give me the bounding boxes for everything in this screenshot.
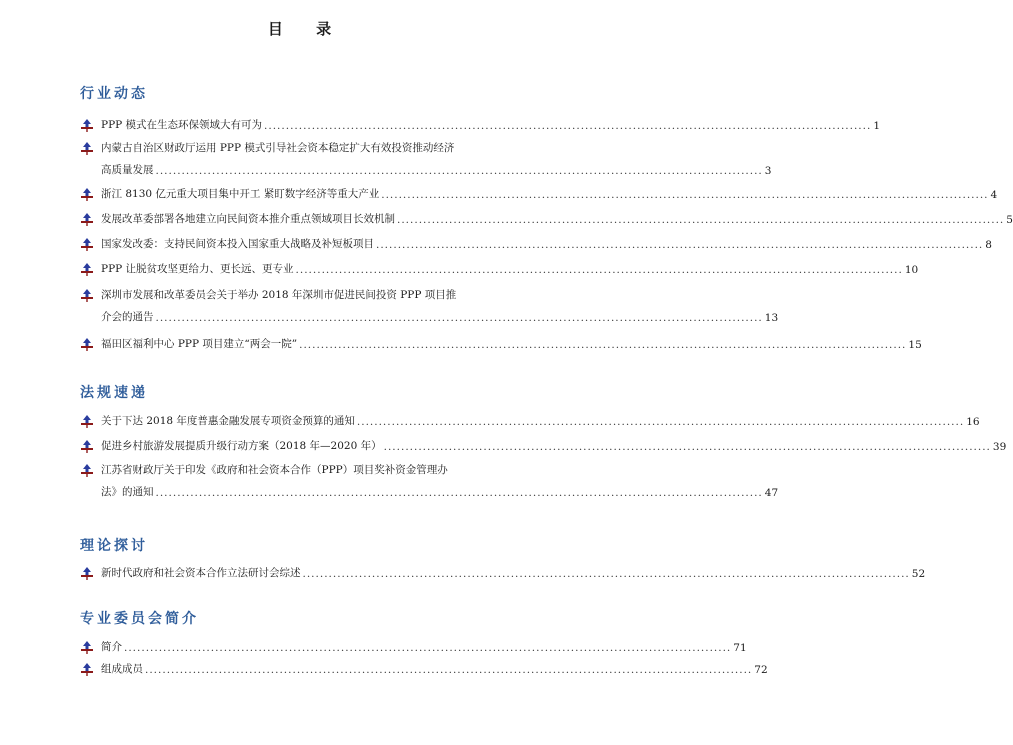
toc-entry-text: 福田区福利中心 PPP 项目建立“两会一院” [101,338,298,350]
page-number: 47 [764,487,779,499]
push-pin-bullet-icon [80,237,94,251]
page-number: 13 [764,312,779,324]
toc-entry-text: 深圳市发展和改革委员会关于举办 2018 年深圳市促进民间投资 PPP 项目推 [101,289,457,301]
toc-entry-text: 促进乡村旅游发展提质升级行动方案（2018 年—2020 年） [101,440,382,452]
toc-entry-text: 组成成员 [101,663,143,675]
section-title-regulations: 法规速递 [80,385,148,401]
push-pin-bullet-icon [80,118,94,132]
dot-leader: ............................................................................................................................................ [381,189,989,201]
dot-leader: ............................................................................................................................................ [383,441,991,453]
section-title-industry-news: 行业动态 [80,86,148,102]
dot-leader: ............................................................................................................................................ [356,416,965,428]
page-number: 5 [1006,214,1013,226]
toc-entry-text: 介会的通告 [101,311,154,323]
page-number: 8 [985,239,992,251]
page-number: 16 [966,416,980,428]
page-number: 71 [733,642,747,654]
toc-entry-text: 关于下达 2018 年度普惠金融发展专项资金预算的通知 [101,415,355,427]
page-title: 目 录 [267,20,346,38]
toc-entry-text: 浙江 8130 亿元重大项目集中开工 紧盯数字经济等重大产业 [101,188,380,200]
toc-entry-text: 法》的通知 [101,486,154,498]
toc-entry-text: 新时代政府和社会资本合作立法研讨会综述 [101,567,301,579]
push-pin-bullet-icon [80,566,94,580]
page-number: 15 [908,339,922,351]
push-pin-bullet-icon [80,187,94,201]
dot-leader: ............................................................................................................................................ [397,214,1005,226]
toc-entry-text: 简介 [101,641,122,653]
toc-entry-text: PPP 模式在生态环保领域大有可为 [101,119,263,131]
dot-leader: ............................................................................................................................................ [145,664,753,676]
dot-leader: ............................................................................................................................................ [124,642,732,654]
dot-leader: ............................................................................................................................................ [264,120,872,132]
page-number: 4 [990,189,998,201]
push-pin-bullet-icon [80,662,94,676]
dot-leader: ............................................................................................................................................ [295,264,903,276]
push-pin-bullet-icon [80,141,94,155]
page-number: 10 [904,264,919,276]
push-pin-bullet-icon [80,414,94,428]
page-number: 52 [911,568,926,580]
push-pin-bullet-icon [80,640,94,654]
section-title-committee: 专业委员会简介 [80,611,199,627]
push-pin-bullet-icon [80,212,94,226]
push-pin-bullet-icon [80,337,94,351]
push-pin-bullet-icon [80,262,94,276]
dot-leader: ............................................................................................................................................ [155,487,763,499]
toc-entry-text: 国家发改委：支持民间资本投入国家重大战略及补短板项目 [101,238,374,250]
page-number: 3 [764,165,772,177]
page-number: 72 [754,664,768,676]
page-number: 1 [873,120,881,132]
dot-leader: ............................................................................................................................................ [376,239,984,251]
toc-entry-text: 发展改革委部署各地建立向民间资本推介重点领域项目长效机制 [101,213,395,225]
section-title-theory: 理论探讨 [80,538,148,554]
push-pin-bullet-icon [80,288,94,302]
toc-entry-text: PPP 让脱贫攻坚更给力、更长远、更专业 [101,263,294,275]
dot-leader: ............................................................................................................................................ [302,568,910,580]
dot-leader: ............................................................................................................................................ [155,312,763,324]
dot-leader: ............................................................................................................................................ [155,165,763,177]
push-pin-bullet-icon [80,463,94,477]
page-number: 39 [992,441,1007,453]
dot-leader: ............................................................................................................................................ [299,339,907,351]
toc-entry-text: 高质量发展 [101,164,154,176]
toc-entry-text: 江苏省财政厅关于印发《政府和社会资本合作（PPP）项目奖补资金管理办 [101,464,448,476]
push-pin-bullet-icon [80,439,94,453]
toc-entry-text: 内蒙古自治区财政厅运用 PPP 模式引导社会资本稳定扩大有效投资推动经济 [101,142,455,154]
